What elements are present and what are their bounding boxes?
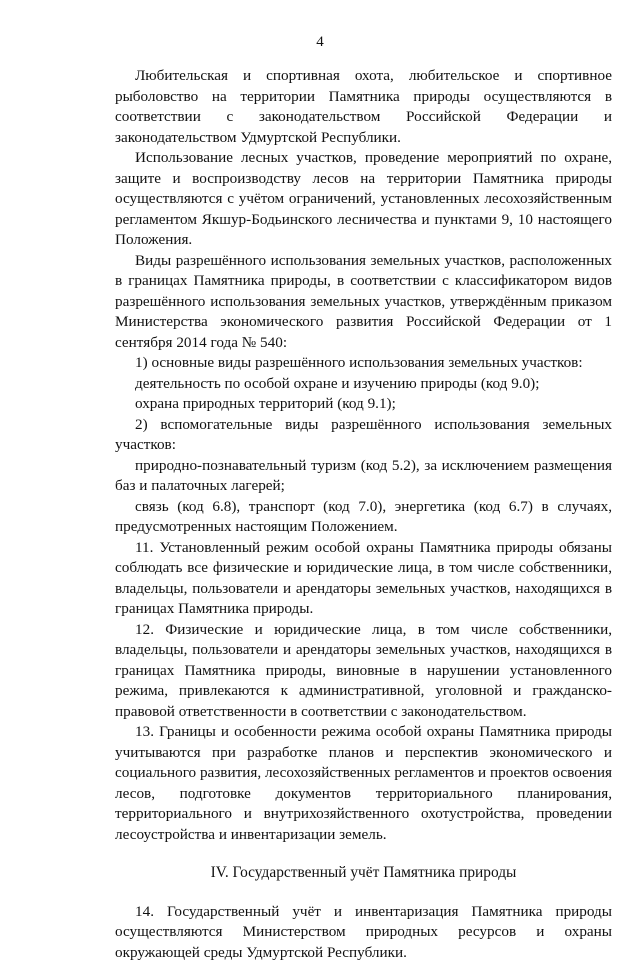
page-number: 4 xyxy=(0,34,640,51)
paragraph-forest-use: Использование лесных участков, проведение мероприятий по охране, защите и воспроизводству лесов на территории Памятника природы осуществляются с учётом ограничений, установленных лесохозяйственным регламентом Якшур-Бодьинского лесничества и пунктами 9, 10 настоящего Положения. xyxy=(115,148,612,251)
paragraph-land-use-types: Виды разрешённого использования земельных участков, расположенных в границах Памятника природы, в соответствии с классификатором видов разрешённого использования земельных участков, утверждённым приказом Министерства экономического развития Российской Федерации от 1 сентября 2014 года № 540: xyxy=(115,251,612,354)
list-item-auxiliary-uses: 2) вспомогательные виды разрешённого использования земельных участков: xyxy=(115,415,612,456)
paragraph-hunting-fishing: Любительская и спортивная охота, любительское и спортивное рыболовство на территории Памятника природы осуществляются в соответствии с законодательством Российской Федерации и законодательством Удмуртской Республики. xyxy=(115,66,612,148)
paragraph-12: 12. Физические и юридические лица, в том числе собственники, владельцы, пользователи и арендаторы земельных участков, находящихся в границах Памятника природы, виновные в нарушении установленного режима, привлекаются к административной, уголовной и гражданско-правовой ответственности в соответствии с законодательством. xyxy=(115,620,612,723)
list-item-nature-protection: деятельность по особой охране и изучению природы (код 9.0); xyxy=(115,374,612,395)
section-heading: IV. Государственный учёт Памятника природы xyxy=(115,863,612,884)
list-item-communications: связь (код 6.8), транспорт (код 7.0), энергетика (код 6.7) в случаях, предусмотренных настоящим Положением. xyxy=(115,497,612,538)
paragraph-14: 14. Государственный учёт и инвентаризация Памятника природы осуществляются Министерством природных ресурсов и охраны окружающей среды Удмуртской Республики. xyxy=(115,902,612,963)
list-item-main-uses: 1) основные виды разрешённого использования земельных участков: xyxy=(115,353,612,374)
document-body xyxy=(115,66,612,963)
list-item-tourism: природно-познавательный туризм (код 5.2), за исключением размещения баз и палаточных лагерей; xyxy=(115,456,612,497)
list-item-territory-protection: охрана природных территорий (код 9.1); xyxy=(115,394,612,415)
paragraph-13: 13. Границы и особенности режима особой охраны Памятника природы учитываются при разработке планов и перспектив экономического и социального развития, лесохозяйственных регламентов и проектов освоения лесов, подготовке документов территориального планирования, территориального и внутрихозяйственного охотустройства, проведении лесоустройства и инвентаризации земель. xyxy=(115,722,612,845)
paragraph-11: 11. Установленный режим особой охраны Памятника природы обязаны соблюдать все физические и юридические лица, в том числе собственники, владельцы, пользователи и арендаторы земельных участков, находящихся в границах Памятника природы. xyxy=(115,538,612,620)
